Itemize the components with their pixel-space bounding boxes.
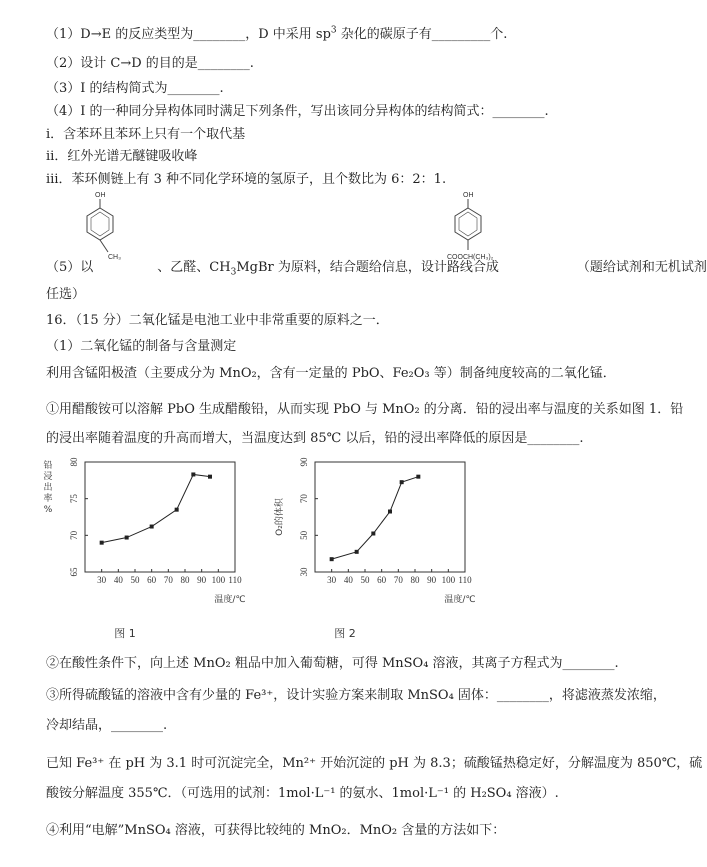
y-axis-label-char: 铅 xyxy=(43,461,53,471)
x-tick-label: 40 xyxy=(113,575,123,585)
x-tick-label: 90 xyxy=(427,575,437,585)
y-axis-label-char: % xyxy=(43,505,53,515)
part-2: ②在酸性条件下，向上述 MnO₂ 粗品中加入葡萄糖，可得 MnSO₄ 溶液，其离子方程式为________. xyxy=(46,656,619,671)
x-tick-label: 80 xyxy=(410,575,420,585)
x-tick-label: 100 xyxy=(211,575,226,585)
part-5: ④利用“电解”MnSO₄ 溶液，可获得比较纯的 MnO₂．MnO₂ 含量的方法如下： xyxy=(46,823,506,838)
data-point xyxy=(150,525,154,529)
x-tick-label: 30 xyxy=(97,575,107,585)
y-axis-label-char: 出 xyxy=(43,483,53,493)
part-3-line-b: 冷却结晶，________. xyxy=(46,718,168,733)
struct2-ester-label: COOCH(CH₃)₂ xyxy=(447,254,494,261)
x-tick-label: 50 xyxy=(130,575,140,585)
figure-2-chart xyxy=(270,452,480,644)
figure-caption: 图 1 xyxy=(114,627,136,640)
data-point xyxy=(125,536,129,540)
question-2: （2）设计 C→D 的目的是________. xyxy=(46,56,254,71)
x-axis-label: 温度/℃ xyxy=(214,595,246,605)
x-tick-label: 30 xyxy=(327,575,337,585)
y-tick-label: 75 xyxy=(69,494,80,504)
figure-1-chart xyxy=(40,452,250,644)
struct1-oh-label: OH xyxy=(95,192,106,199)
p-cresol-structure xyxy=(80,190,128,268)
part-3-line-a: ③所得硫酸锰的溶液中含有少量的 Fe³⁺，设计实验方案来制取 MnSO₄ 固体：________，将滤液蒸发浓缩， xyxy=(46,688,666,703)
part-4-line-a: 已知 Fe³⁺ 在 pH 为 3.1 时可沉淀完全，Mn²⁺ 开始沉淀的 pH 为 8.3；硫酸锰热稳定好，分解温度为 850℃，硫 xyxy=(46,756,703,771)
question-5-text-b: 、乙醛、CH xyxy=(157,260,231,275)
x-tick-label: 60 xyxy=(147,575,157,585)
question-16: 16．（15 分）二氧化锰是电池工业中非常重要的原料之一． xyxy=(46,313,389,328)
question-1-text-end: 杂化的碳原子有_________个. xyxy=(336,27,508,42)
y-tick-label: 50 xyxy=(299,530,310,540)
y-axis-label-char: 率 xyxy=(43,494,53,504)
series-line xyxy=(332,477,419,560)
figure-caption: 图 2 xyxy=(334,627,356,640)
question-3: （3）I 的结构简式为________. xyxy=(46,81,224,96)
data-point xyxy=(330,557,334,561)
plot-frame xyxy=(85,462,235,572)
data-point xyxy=(175,508,179,512)
part-4-line-b: 酸铵分解温度 355℃．（可选用的试剂：1mol·L⁻¹ 的氨水、1mol·L⁻¹ 的 H₂SO₄ 溶液）. xyxy=(46,786,559,801)
question-5-text-a: （5）以 xyxy=(46,260,94,275)
x-tick-label: 100 xyxy=(441,575,456,585)
data-point xyxy=(388,510,392,514)
data-point xyxy=(400,480,404,484)
y-tick-label: 90 xyxy=(299,457,310,467)
data-point xyxy=(371,532,375,536)
data-point xyxy=(100,541,104,545)
data-point xyxy=(208,475,212,479)
x-tick-label: 70 xyxy=(163,575,173,585)
condition-i: ⅰ．含苯环且苯环上只有一个取代基 xyxy=(46,127,246,142)
x-tick-label: 110 xyxy=(458,575,472,585)
x-tick-label: 40 xyxy=(343,575,353,585)
question-1-text: （1）D→E 的反应类型为________，D 中采用 sp xyxy=(46,27,331,42)
series-line xyxy=(102,474,210,542)
plot-frame xyxy=(315,462,465,572)
part-1-line-b: 的浸出率随着温度的升高而增大，当温度达到 85℃ 以后，铅的浸出率降低的原因是________. xyxy=(46,431,584,446)
y-axis-label: O₂的体积 xyxy=(275,498,285,536)
question-16-1: （1）二氧化锰的制备与含量测定 xyxy=(46,339,237,354)
question-5-text-c: MgBr 为原料，结合题给信息，设计路线合成 xyxy=(236,260,499,275)
sp3-superscript: 3 xyxy=(330,25,337,36)
y-tick-label: 80 xyxy=(69,457,80,467)
data-point xyxy=(355,550,359,554)
y-tick-label: 70 xyxy=(299,494,310,504)
question-5-text-d: （题给试剂和无机试剂 xyxy=(576,260,707,275)
x-axis-label: 温度/℃ xyxy=(444,595,476,605)
question-5 xyxy=(46,260,707,276)
ester-structure xyxy=(445,190,525,268)
x-tick-label: 90 xyxy=(197,575,207,585)
x-tick-label: 70 xyxy=(393,575,403,585)
question-4: （4）I 的一种同分异构体同时满足下列条件，写出该同分异构体的结构简式：________. xyxy=(46,104,549,119)
data-point xyxy=(416,475,420,479)
data-point xyxy=(191,472,195,476)
ch3-subscript: 3 xyxy=(230,267,237,278)
condition-ii: ⅱ．红外光谱无醚键吸收峰 xyxy=(46,149,198,164)
condition-iii: ⅲ．苯环侧链上有 3 种不同化学环境的氢原子，且个数比为 6：2：1. xyxy=(46,172,447,187)
struct2-oh-label: OH xyxy=(463,192,474,199)
x-tick-label: 80 xyxy=(180,575,190,585)
y-tick-label: 65 xyxy=(69,567,80,577)
question-5-end: 任选） xyxy=(46,287,86,302)
y-tick-label: 30 xyxy=(299,567,310,577)
y-tick-label: 70 xyxy=(69,530,80,540)
question-1 xyxy=(46,27,507,43)
x-tick-label: 110 xyxy=(228,575,242,585)
struct1-ch3-label: CH₃ xyxy=(108,254,121,261)
y-axis-label-char: 浸 xyxy=(43,472,53,482)
x-tick-label: 50 xyxy=(360,575,370,585)
x-tick-label: 60 xyxy=(377,575,387,585)
part-1-line-a: ①用醋酸铵可以溶解 PbO 生成醋酸铅，从而实现 PbO 与 MnO₂ 的分离．铅的浸出率与温度的关系如图 1．铅 xyxy=(46,402,684,417)
intro-paragraph: 利用含锰阳极渣（主要成分为 MnO₂，含有一定量的 PbO、Fe₂O₃ 等）制备纯度较高的二氧化锰． xyxy=(46,366,616,381)
